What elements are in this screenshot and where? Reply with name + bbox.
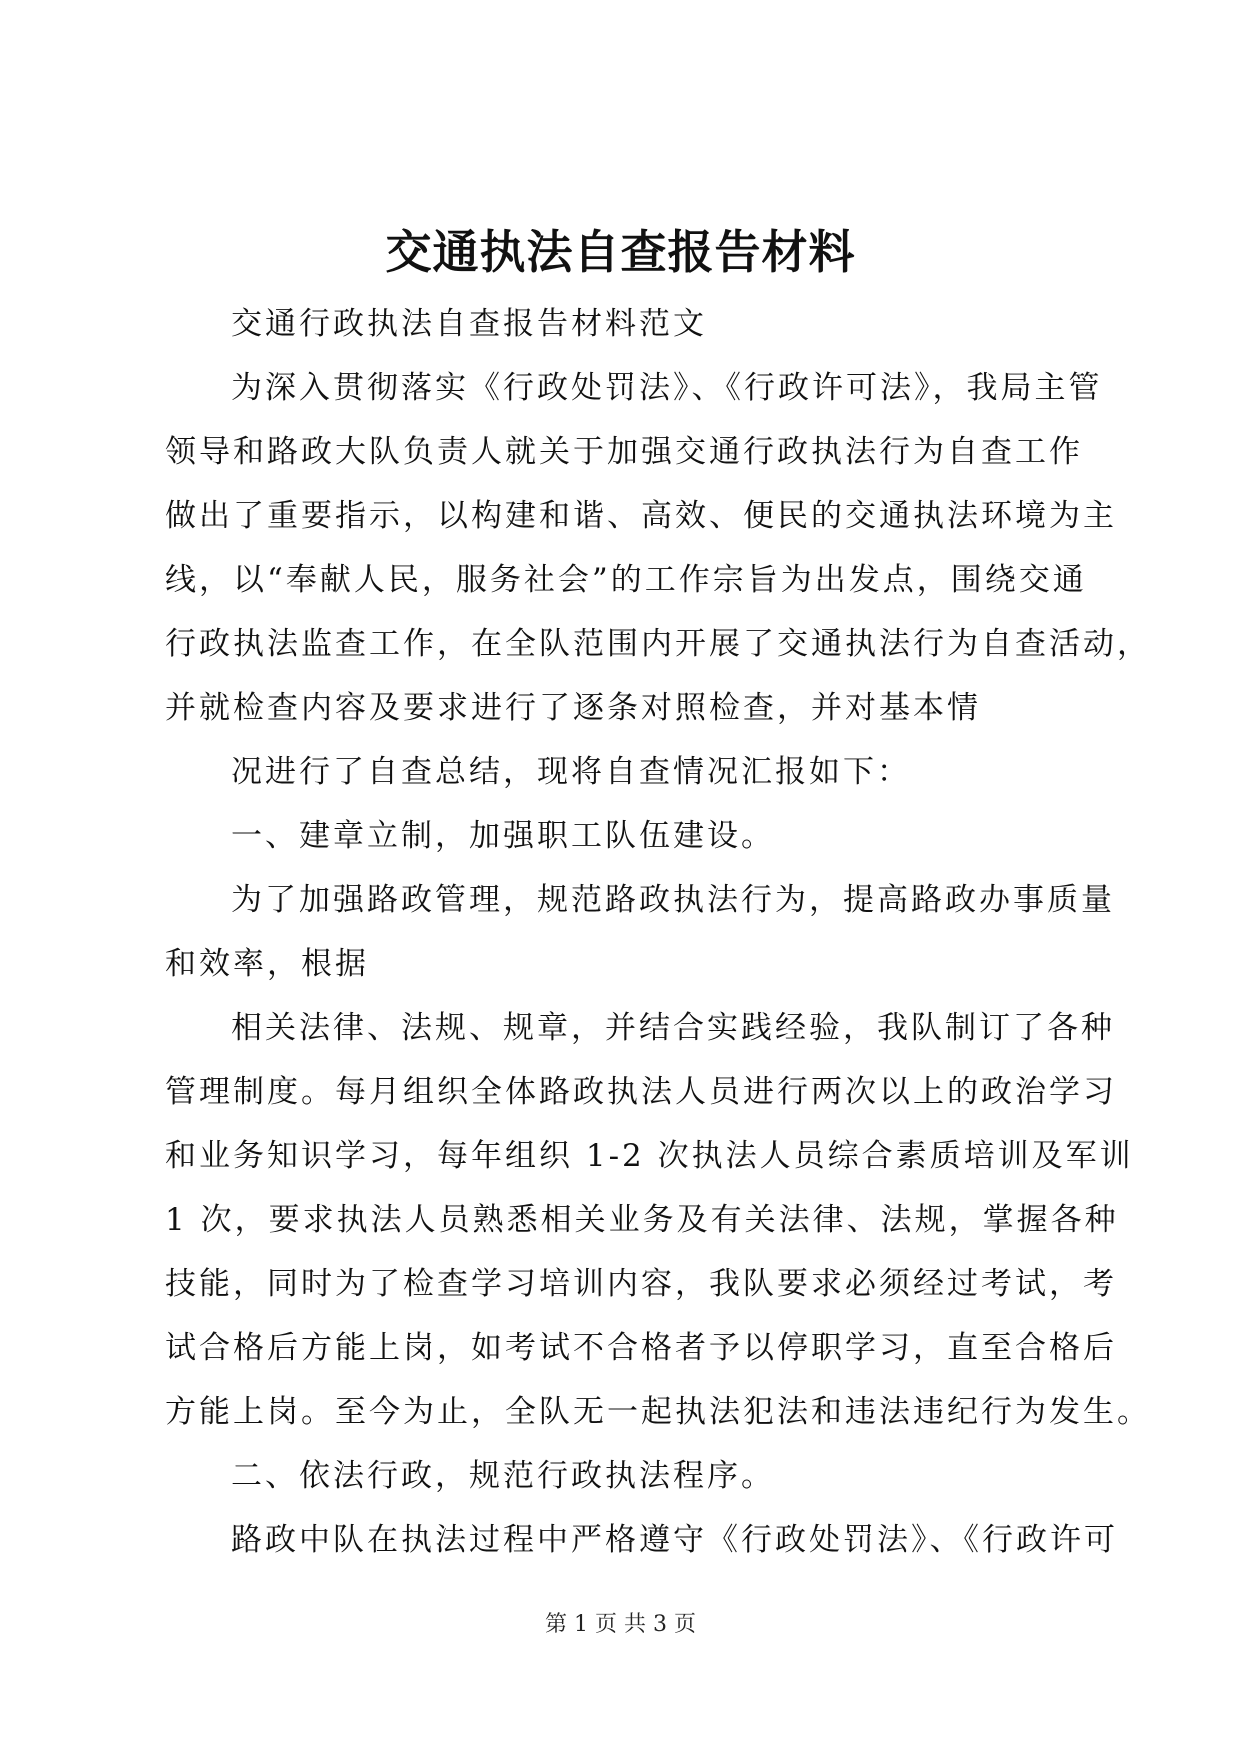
paragraph-line: 领导和路政大队负责人就关于加强交通行政执法行为自查工作: [165, 434, 1083, 470]
paragraph-line: 技能，同时为了检查学习培训内容，我队要求必须经过考试，考: [165, 1266, 1117, 1302]
subtitle-line: 交通行政执法自查报告材料范文: [231, 306, 707, 342]
paragraph-line: 路政中队在执法过程中严格遵守《行政处罚法》、《行政许可: [231, 1522, 1118, 1558]
paragraph-line: 相关法律、法规、规章，并结合实践经验，我队制订了各种: [231, 1010, 1115, 1046]
paragraph-line: 方能上岗。至今为止，全队无一起执法犯法和违法违纪行为发生。: [165, 1394, 1151, 1430]
paragraph-line: 为深入贯彻落实《行政处罚法》、《行政许可法》，我局主管: [231, 370, 1103, 406]
paragraph-line: 试合格后方能上岗，如考试不合格者予以停职学习，直至合格后: [165, 1330, 1117, 1366]
paragraph-line: 和业务知识学习，每年组织 1-2 次执法人员综合素质培训及军训: [165, 1138, 1134, 1174]
paragraph-line: 和效率，根据: [165, 946, 369, 982]
page-number-footer: 第 1 页 共 3 页: [545, 1612, 696, 1637]
document-title: 交通执法自查报告材料: [385, 225, 856, 279]
paragraph-line: 线，以“奉献人民，服务社会”的工作宗旨为出发点，围绕交通: [165, 562, 1087, 598]
paragraph-line: 为了加强路政管理，规范路政执法行为，提高路政办事质量: [231, 882, 1115, 918]
paragraph-line: 并就检查内容及要求进行了逐条对照检查，并对基本情: [165, 690, 981, 726]
paragraph-line: 1 次，要求执法人员熟悉相关业务及有关法律、法规，掌握各种: [165, 1202, 1119, 1238]
document-body: [165, 292, 1151, 1572]
paragraph-line: 做出了重要指示，以构建和谐、高效、便民的交通执法环境为主: [165, 498, 1117, 534]
paragraph-line: 行政执法监查工作，在全队范围内开展了交通执法行为自查活动，: [165, 626, 1151, 662]
section-heading: 二、依法行政，规范行政执法程序。: [231, 1458, 775, 1494]
paragraph-line: 管理制度。每月组织全体路政执法人员进行两次以上的政治学习: [165, 1074, 1117, 1110]
section-heading: 一、建章立制，加强职工队伍建设。: [231, 818, 775, 854]
paragraph-line: 况进行了自查总结，现将自查情况汇报如下：: [231, 754, 911, 790]
